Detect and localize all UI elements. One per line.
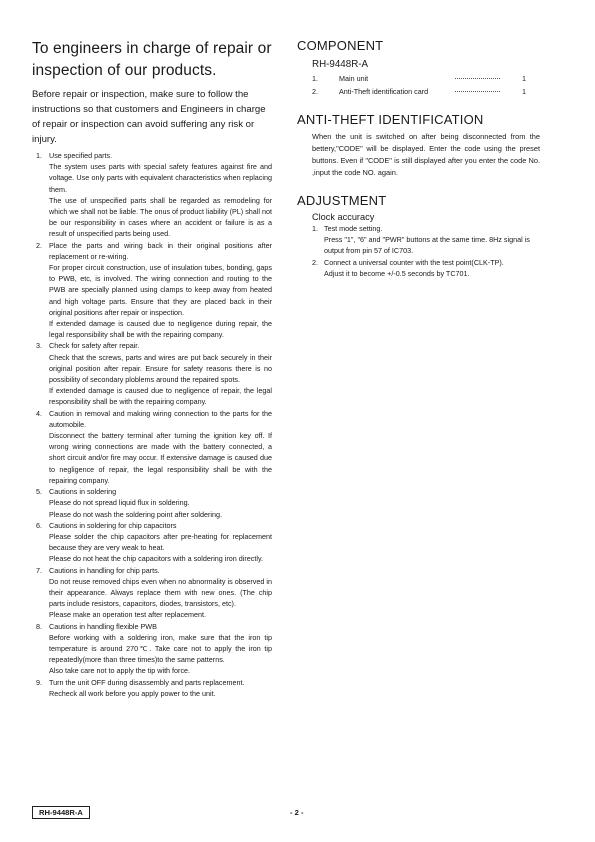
item-number: 3. bbox=[36, 341, 42, 351]
anti-theft-text: When the unit is switched on after being disconnected from the bettery,"CODE" will be displayed. Enter the code using the preset buttons. Even if "CODE" is still displayed after you enter the code No. ,input the code NO. again. bbox=[312, 132, 540, 177]
step-number: 2. bbox=[312, 257, 318, 267]
precaution-item bbox=[32, 621, 272, 677]
intro-paragraph: Before repair or inspection, make sure to follow the instructions so that customers and Engineers in charge of repair or inspection can avoid suffering any risk or injury. bbox=[32, 89, 266, 145]
item-number: 2. bbox=[36, 240, 42, 250]
item-body bbox=[49, 486, 272, 520]
precaution-item bbox=[32, 486, 272, 520]
item-number: 9. bbox=[36, 677, 42, 687]
item-heading: Use specified parts. bbox=[49, 151, 113, 160]
component-model: RH-9448R-A bbox=[312, 59, 369, 70]
item-paragraph: The system uses parts with special safety features against fire and voltage. Use only parts with equivalent characteristics when replacing them. bbox=[49, 162, 272, 194]
item-body bbox=[49, 340, 272, 407]
item-paragraph: Check that the screws, parts and wires are put back securely in their original position after repair. Ensure for safety reasons there is no possibility of secondary ploblems around the repaired spots. bbox=[49, 352, 272, 385]
step-number: 1. bbox=[312, 224, 318, 233]
footer-model-box: RH-9448R-A bbox=[32, 806, 90, 819]
step-body: Adjust it to become +/-0.5 seconds by TC701. bbox=[324, 268, 470, 278]
component-qty: 1 bbox=[522, 87, 526, 96]
component-title: COMPONENT bbox=[297, 38, 384, 53]
step-head: Connect a universal counter with the test point(CLK-TP). bbox=[324, 257, 504, 267]
adjustment-step bbox=[297, 223, 540, 257]
page-number: - 2 - bbox=[290, 808, 304, 817]
item-heading: Cautions in handling flexible PWB bbox=[49, 621, 157, 631]
adjustment-title: ADJUSTMENT bbox=[297, 193, 387, 208]
item-heading: Turn the unit OFF during disassembly and parts replacement. bbox=[49, 677, 245, 687]
item-body bbox=[49, 408, 272, 486]
title-line-1: To engineers in charge of repair or bbox=[32, 40, 272, 57]
item-number: 5. bbox=[36, 487, 42, 497]
page-title bbox=[32, 38, 272, 82]
component-row bbox=[297, 85, 540, 98]
item-number: 7. bbox=[36, 565, 42, 575]
dotted-leader bbox=[455, 91, 500, 92]
item-heading: Caution in removal and making wiring connection to the parts for the automobile. bbox=[49, 408, 272, 429]
left-column bbox=[32, 38, 272, 699]
item-paragraph: Also take care not to apply the tip with force. bbox=[49, 666, 191, 676]
item-paragraph: Disconnect the battery terminal after turning the ignition key off. If wrong wiring connections are made with the battery connected, a short circuit and/or fire may occur. If extensive damage is caused due to negligence of repair, the legal responsibility shall be with the repairing company. bbox=[49, 431, 272, 485]
item-body bbox=[49, 677, 272, 699]
dotted-leader bbox=[455, 78, 500, 79]
item-paragraph: Please do not heat the chip capacitors with a soldering iron directly. bbox=[49, 554, 264, 564]
right-column bbox=[297, 38, 540, 279]
item-paragraph: Please make an operation test after replacement. bbox=[49, 610, 207, 620]
item-heading: Check for safety after repair. bbox=[49, 341, 140, 351]
item-paragraph: If extended damage is caused due to negligence of repair, the legal responsibility shall be with the repairing company. bbox=[49, 386, 272, 407]
precaution-item bbox=[32, 150, 272, 240]
item-number: 4. bbox=[36, 408, 42, 418]
precaution-item bbox=[32, 677, 272, 699]
item-number: 1. bbox=[36, 151, 42, 160]
item-number: 6. bbox=[36, 520, 42, 530]
item-paragraph: Please do not wash the soldering point after soldering. bbox=[49, 509, 223, 519]
item-body bbox=[49, 150, 272, 240]
item-paragraph: Please solder the chip capacitors after pre-heating for replacement because they are very weak to heat. bbox=[49, 531, 272, 553]
adjustment-subtitle: Clock accuracy bbox=[312, 212, 375, 222]
precaution-item bbox=[32, 408, 272, 486]
item-heading: Cautions in soldering for chip capacitors bbox=[49, 520, 177, 530]
item-body bbox=[49, 520, 272, 565]
step-head: Test mode setting. bbox=[324, 224, 383, 233]
component-label: Main unit bbox=[339, 74, 369, 83]
item-paragraph: Before working with a soldering iron, make sure that the iron tip temperature is around 270℃. Take care not to apply the iron tip repeatedly(more than three times)to the same patterns. bbox=[49, 632, 272, 665]
item-heading: Place the parts and wiring back in their original positions after replacement or re-wiring. bbox=[49, 240, 272, 261]
precaution-item bbox=[32, 240, 272, 341]
item-paragraph: If extended damage is caused due to negligence during repair, the legal responsibility shall be with the repairing company. bbox=[49, 319, 272, 340]
item-paragraph: Recheck all work before you apply power to the unit. bbox=[49, 688, 216, 698]
precaution-item bbox=[32, 565, 272, 621]
adjustment-step bbox=[297, 257, 540, 279]
item-paragraph: Do not reuse removed chips even when no abnormality is observed in their appearance. Always replace them with new ones. (The chip parts include resistors, capacitors, diodes, transistors, etc). bbox=[49, 576, 272, 609]
precaution-item bbox=[32, 520, 272, 565]
item-number: 8. bbox=[36, 621, 42, 631]
item-paragraph: The use of unspecified parts shall be regarded as remodeling for which we shall not be liable. The onus of product liability (PL) shall not be our responsibility in cases where an accident or failure is as a result of unspecified parts being used. bbox=[49, 195, 272, 239]
title-line-2: inspection of our products. bbox=[32, 62, 217, 79]
item-body bbox=[49, 565, 272, 621]
item-paragraph: Please do not spread liquid flux in soldering. bbox=[49, 498, 190, 508]
anti-theft-title: ANTI-THEFT IDENTIFICATION bbox=[297, 112, 484, 127]
component-qty: 1 bbox=[522, 74, 526, 83]
precaution-item bbox=[32, 340, 272, 407]
component-num: 1. bbox=[312, 74, 318, 83]
item-heading: Cautions in handling for chip parts. bbox=[49, 565, 160, 575]
item-body bbox=[49, 240, 272, 341]
component-label: Anti-Theft identification card bbox=[339, 87, 429, 96]
item-heading: Cautions in soldering bbox=[49, 487, 117, 497]
component-num: 2. bbox=[312, 87, 318, 96]
component-row bbox=[297, 72, 540, 85]
item-body bbox=[49, 621, 272, 677]
item-paragraph: For proper circuit construction, use of insulation tubes, bonding, gaps to PWB, etc, is involved. The wiring connection and routing to the PWB are specially planned using clamps to keep away from heated and high voltage parts. Ensure that they are placed back in their original positions after repair or inspection. bbox=[49, 263, 272, 317]
precaution-list bbox=[32, 150, 272, 699]
step-body: Press "1", "6" and "PWR" buttons at the same time. 8Hz signal is output from pin 57 of IC703. bbox=[324, 235, 530, 256]
